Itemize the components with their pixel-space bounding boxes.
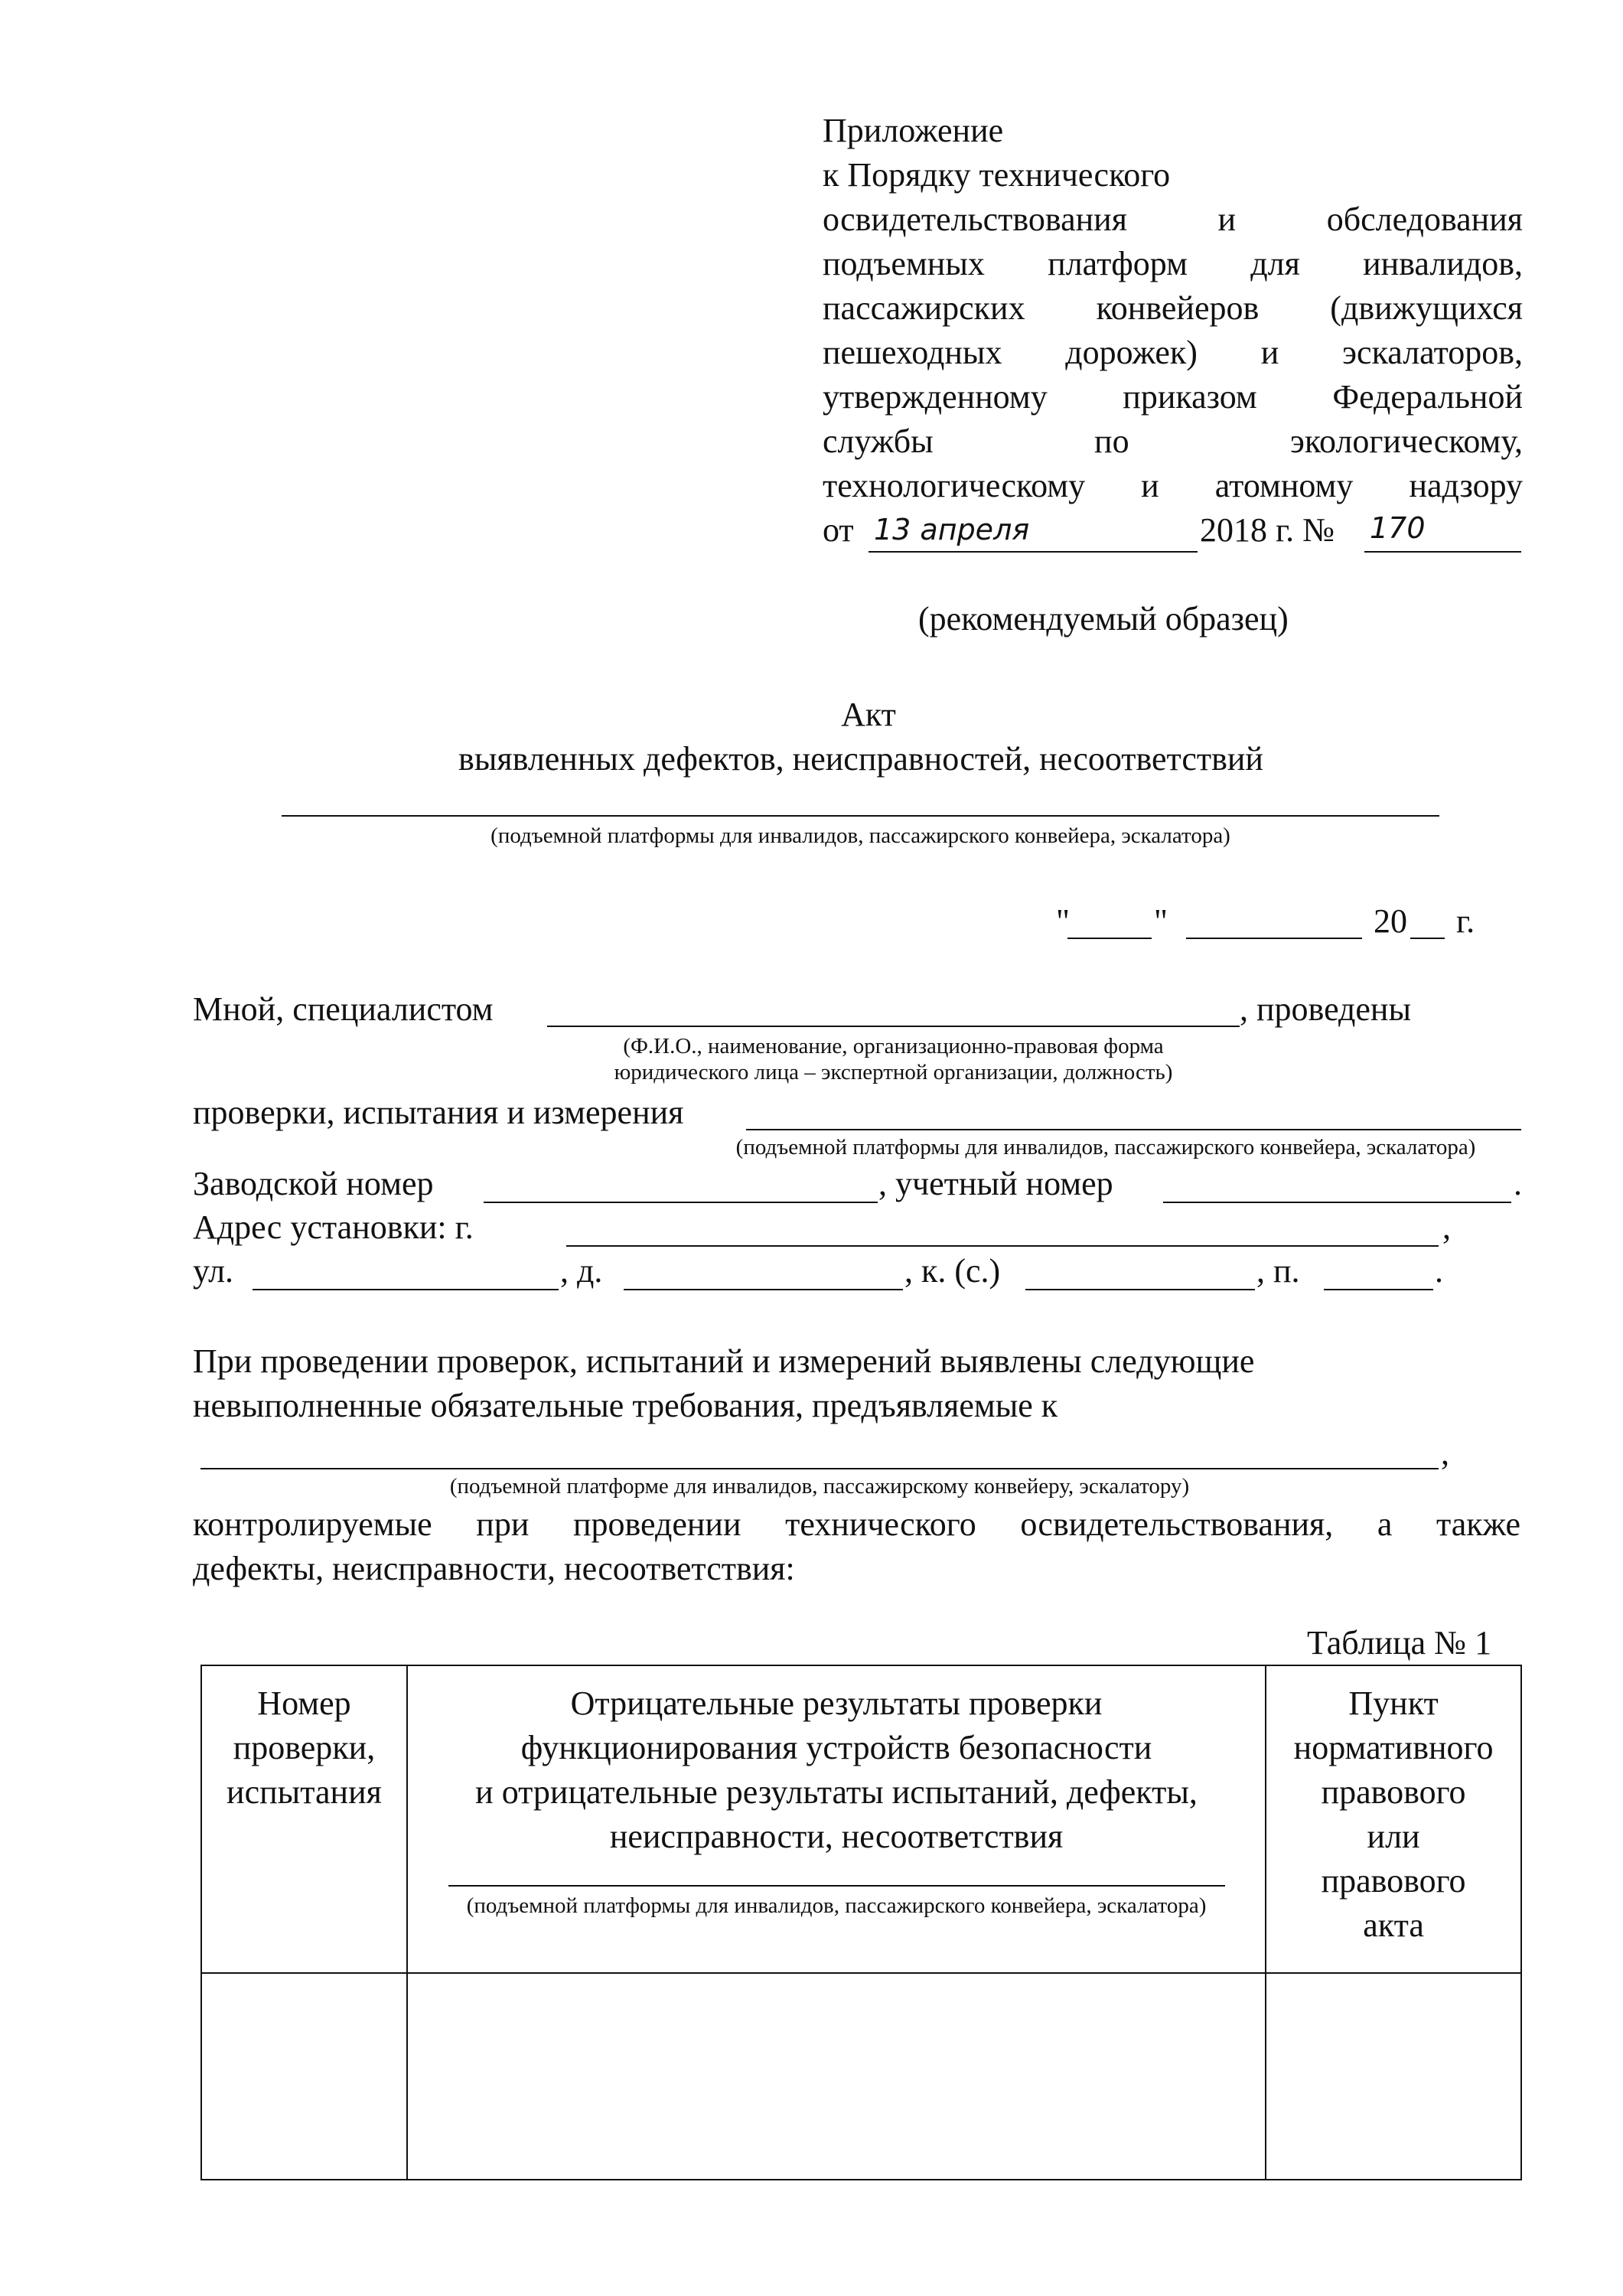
header-object-caption: (подъемной платформы для инвалидов, пассажирского конвейера, эскалатора) xyxy=(466,1893,1207,1918)
header-check-number xyxy=(201,1665,407,1973)
date-day-line xyxy=(1067,938,1152,939)
street-label: ул. xyxy=(193,1252,234,1290)
date-year-line xyxy=(1410,938,1445,939)
date-open-quote: " xyxy=(1056,902,1070,940)
factory-number-label: Заводской номер xyxy=(193,1165,434,1202)
defects-table xyxy=(200,1665,1522,2180)
factory-number-line xyxy=(484,1202,878,1203)
header-negative-results-line: неисправности, несоответствия xyxy=(609,1818,1064,1855)
table-row xyxy=(201,1973,1521,2180)
order-number-handwritten: 170 xyxy=(1370,511,1426,545)
city-line xyxy=(566,1245,1439,1247)
table-cell-negative-results[interactable] xyxy=(407,1973,1266,2180)
header-check-number-line: проверки, xyxy=(233,1729,376,1766)
building-line xyxy=(1025,1289,1255,1290)
findings-line-4: дефекты, неисправности, несоответствия: xyxy=(193,1550,795,1587)
findings-line-1: При проведении проверок, испытаний и измерений выявлены следующие xyxy=(193,1342,1255,1380)
apartment-line xyxy=(1324,1289,1433,1290)
header-legal-clause xyxy=(1266,1665,1521,1973)
table-cell-check-number[interactable] xyxy=(201,1973,407,2180)
appendix-line-1: Приложение xyxy=(823,112,1004,149)
city-comma: , xyxy=(1442,1208,1451,1246)
header-legal-clause-line: правового xyxy=(1321,1773,1466,1811)
header-negative-results-line: и отрицательные результаты испытаний, дефекты, xyxy=(475,1773,1198,1811)
appendix-line-9: технологическому и атомному надзору xyxy=(823,467,1523,504)
findings-object-caption: (подъемной платформе для инвалидов, пассажирскому конвейеру, эскалатору) xyxy=(449,1474,1190,1499)
header-legal-clause-line: или xyxy=(1367,1818,1420,1855)
date-year-prefix: 20 xyxy=(1374,902,1407,940)
address-label: Адрес установки: г. xyxy=(193,1208,474,1246)
appendix-year-label: 2018 г. № xyxy=(1200,511,1335,549)
header-legal-clause-line: акта xyxy=(1363,1906,1424,1944)
header-legal-clause-line: нормативного xyxy=(1293,1729,1494,1766)
findings-line-3: контролируемые при проведении технического освидетельствования, а также xyxy=(193,1505,1520,1543)
order-date-line xyxy=(869,551,1198,553)
object-line xyxy=(282,815,1439,817)
checks-caption: (подъемной платформы для инвалидов, пассажирского конвейера, эскалатора) xyxy=(735,1135,1476,1159)
appendix-line-5: пассажирских конвейеров (движущихся xyxy=(823,289,1523,327)
appendix-line-8: службы по экологическому, xyxy=(823,422,1523,460)
object-caption: (подъемной платформы для инвалидов, пассажирского конвейера, эскалатора) xyxy=(490,823,1230,848)
house-label: , д. xyxy=(560,1252,603,1290)
conducted-label: , проведены xyxy=(1240,990,1412,1028)
order-number-line xyxy=(1364,551,1521,553)
specialist-caption-1: (Ф.И.О., наименование, организационно-правовая форма xyxy=(623,1034,1164,1058)
table-caption: Таблица № 1 xyxy=(1307,1624,1492,1662)
header-object-line xyxy=(448,1885,1225,1887)
appendix-line-3: освидетельствования и обследования xyxy=(823,201,1523,238)
sample-note: (рекомендуемый образец) xyxy=(918,600,1289,638)
specialist-line xyxy=(547,1026,1240,1027)
date-month-line xyxy=(1186,938,1362,939)
header-legal-clause-line: правового xyxy=(1321,1862,1466,1900)
findings-line-2: невыполненные обязательные требования, предъявляемые к xyxy=(193,1387,1058,1424)
document-subtitle: выявленных дефектов, неисправностей, несоответствий xyxy=(458,740,1263,778)
checks-line xyxy=(746,1129,1521,1130)
header-negative-results-line: функционирования устройств безопасности xyxy=(520,1729,1152,1766)
building-label: , к. (с.) xyxy=(904,1252,1001,1290)
appendix-line-2: к Порядку технического xyxy=(823,156,1171,194)
header-negative-results-line: Отрицательные результаты проверки xyxy=(570,1684,1103,1722)
header-legal-clause-line: Пункт xyxy=(1348,1684,1439,1722)
street-line xyxy=(253,1289,559,1290)
order-date-handwritten: 13 апреля xyxy=(874,513,1030,546)
apartment-label: , п. xyxy=(1256,1252,1300,1290)
date-close-quote: " xyxy=(1154,902,1168,940)
account-number-label: , учетный номер xyxy=(878,1165,1113,1202)
date-year-suffix: г. xyxy=(1456,902,1475,940)
account-number-line xyxy=(1163,1202,1511,1203)
header-negative-results xyxy=(407,1665,1266,1973)
appendix-line-4: подъемных платформ для инвалидов, xyxy=(823,245,1523,282)
table-header-row xyxy=(201,1665,1521,1973)
findings-object-line xyxy=(200,1468,1439,1469)
appendix-line-6: пешеходных дорожек) и эскалаторов, xyxy=(823,334,1523,371)
findings-object-comma: , xyxy=(1441,1434,1449,1472)
specialist-caption-2: юридического лица – экспертной организации, должность) xyxy=(614,1060,1173,1084)
house-line xyxy=(624,1289,903,1290)
header-check-number-line: Номер xyxy=(257,1684,351,1722)
checks-label: проверки, испытания и измерения xyxy=(193,1094,684,1131)
apartment-period: . xyxy=(1435,1252,1443,1290)
table-cell-legal-clause[interactable] xyxy=(1266,1973,1521,2180)
account-period: . xyxy=(1514,1165,1522,1202)
specialist-label: Мной, специалистом xyxy=(193,990,494,1028)
document-title: Акт xyxy=(841,696,896,733)
appendix-line-7: утвержденному приказом Федеральной xyxy=(823,378,1523,416)
appendix-from-label: от xyxy=(823,511,854,549)
header-check-number-line: испытания xyxy=(227,1773,382,1811)
